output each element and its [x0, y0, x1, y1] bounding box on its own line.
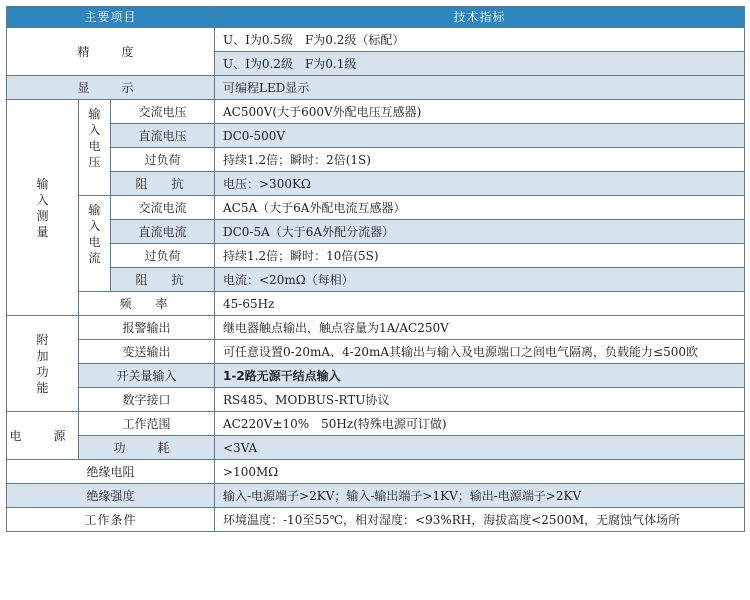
voltage-value-1: AC500V(大于600V外配电压互感器) [215, 100, 745, 124]
power-row-2 [7, 436, 745, 460]
current-row-2 [7, 220, 745, 244]
header-row [7, 7, 745, 28]
input-label: 输入测量 [7, 100, 79, 316]
insulation-resistance-row [7, 460, 745, 484]
additional-label: 附加功能 [7, 316, 79, 412]
frequency-name: 频 率 [79, 292, 215, 316]
precision-label: 精 度 [7, 28, 215, 76]
precision-value-2: U、I为0.2级 F为0.1级 [215, 52, 745, 76]
working-conditions-value: 环境温度：-10至55℃，相对湿度：<93%RH，海拔高度<2500M，无腐蚀气体场所 [215, 508, 745, 532]
insulation-resistance-value: >100MΩ [215, 460, 745, 484]
voltage-value-3: 持续1.2倍；瞬时：2倍(1S) [215, 148, 745, 172]
voltage-row-3 [7, 148, 745, 172]
power-name-2: 功 耗 [79, 436, 215, 460]
additional-name-2: 变送输出 [79, 340, 215, 364]
insulation-strength-label: 绝缘强度 [7, 484, 215, 508]
current-row-1 [7, 196, 745, 220]
current-name-2: 直流电流 [111, 220, 215, 244]
additional-row-2 [7, 340, 745, 364]
power-label: 电 源 [7, 412, 79, 460]
current-row-4 [7, 268, 745, 292]
spec-table [6, 6, 745, 532]
additional-value-4: RS485、MODBUS-RTU协议 [215, 388, 745, 412]
voltage-name-4: 阻 抗 [111, 172, 215, 196]
voltage-name-2: 直流电压 [111, 124, 215, 148]
additional-value-3: 1-2路无源干结点输入 [215, 364, 745, 388]
working-conditions-row [7, 508, 745, 532]
insulation-resistance-label: 绝缘电阻 [7, 460, 215, 484]
additional-row-1 [7, 316, 745, 340]
display-label: 显 示 [7, 76, 215, 100]
insulation-strength-value: 输入-电源端子>2KV；输入-输出端子>1KV；输出-电源端子>2KV [215, 484, 745, 508]
current-name-4: 阻 抗 [111, 268, 215, 292]
voltage-row-2 [7, 124, 745, 148]
additional-name-3: 开关量输入 [79, 364, 215, 388]
current-value-4: 电流：<20mΩ（每相） [215, 268, 745, 292]
power-name-1: 工作范围 [79, 412, 215, 436]
additional-row-3 [7, 364, 745, 388]
voltage-name-3: 过负荷 [111, 148, 215, 172]
current-label: 输入电流 [79, 196, 111, 292]
precision-row-1 [7, 28, 745, 52]
current-name-1: 交流电流 [111, 196, 215, 220]
voltage-row-1 [7, 100, 745, 124]
voltage-row-4 [7, 172, 745, 196]
insulation-strength-row [7, 484, 745, 508]
additional-name-1: 报警输出 [79, 316, 215, 340]
current-value-1: AC5A（大于6A外配电流互感器） [215, 196, 745, 220]
display-row [7, 76, 745, 100]
additional-row-4 [7, 388, 745, 412]
frequency-row [7, 292, 745, 316]
voltage-value-4: 电压：>300KΩ [215, 172, 745, 196]
power-row-1 [7, 412, 745, 436]
voltage-name-1: 交流电压 [111, 100, 215, 124]
header-spec: 技术指标 [215, 7, 745, 28]
voltage-value-2: DC0-500V [215, 124, 745, 148]
current-value-2: DC0-5A（大于6A外配分流器） [215, 220, 745, 244]
power-value-1: AC220V±10% 50Hz(特殊电源可订做) [215, 412, 745, 436]
additional-value-2: 可任意设置0-20mA、4-20mA其输出与输入及电源端口之间电气隔离，负载能力≤500欧 [215, 340, 745, 364]
current-row-3 [7, 244, 745, 268]
working-conditions-label: 工作条件 [7, 508, 215, 532]
additional-value-1: 继电器触点输出，触点容量为1A/AC250V [215, 316, 745, 340]
voltage-label: 输入电压 [79, 100, 111, 196]
precision-value-1: U、I为0.5级 F为0.2级（标配） [215, 28, 745, 52]
additional-name-4: 数字接口 [79, 388, 215, 412]
display-value: 可编程LED显示 [215, 76, 745, 100]
power-value-2: <3VA [215, 436, 745, 460]
header-item: 主要项目 [7, 7, 215, 28]
current-name-3: 过负荷 [111, 244, 215, 268]
frequency-value: 45-65Hz [215, 292, 745, 316]
current-value-3: 持续1.2倍；瞬时：10倍(5S) [215, 244, 745, 268]
